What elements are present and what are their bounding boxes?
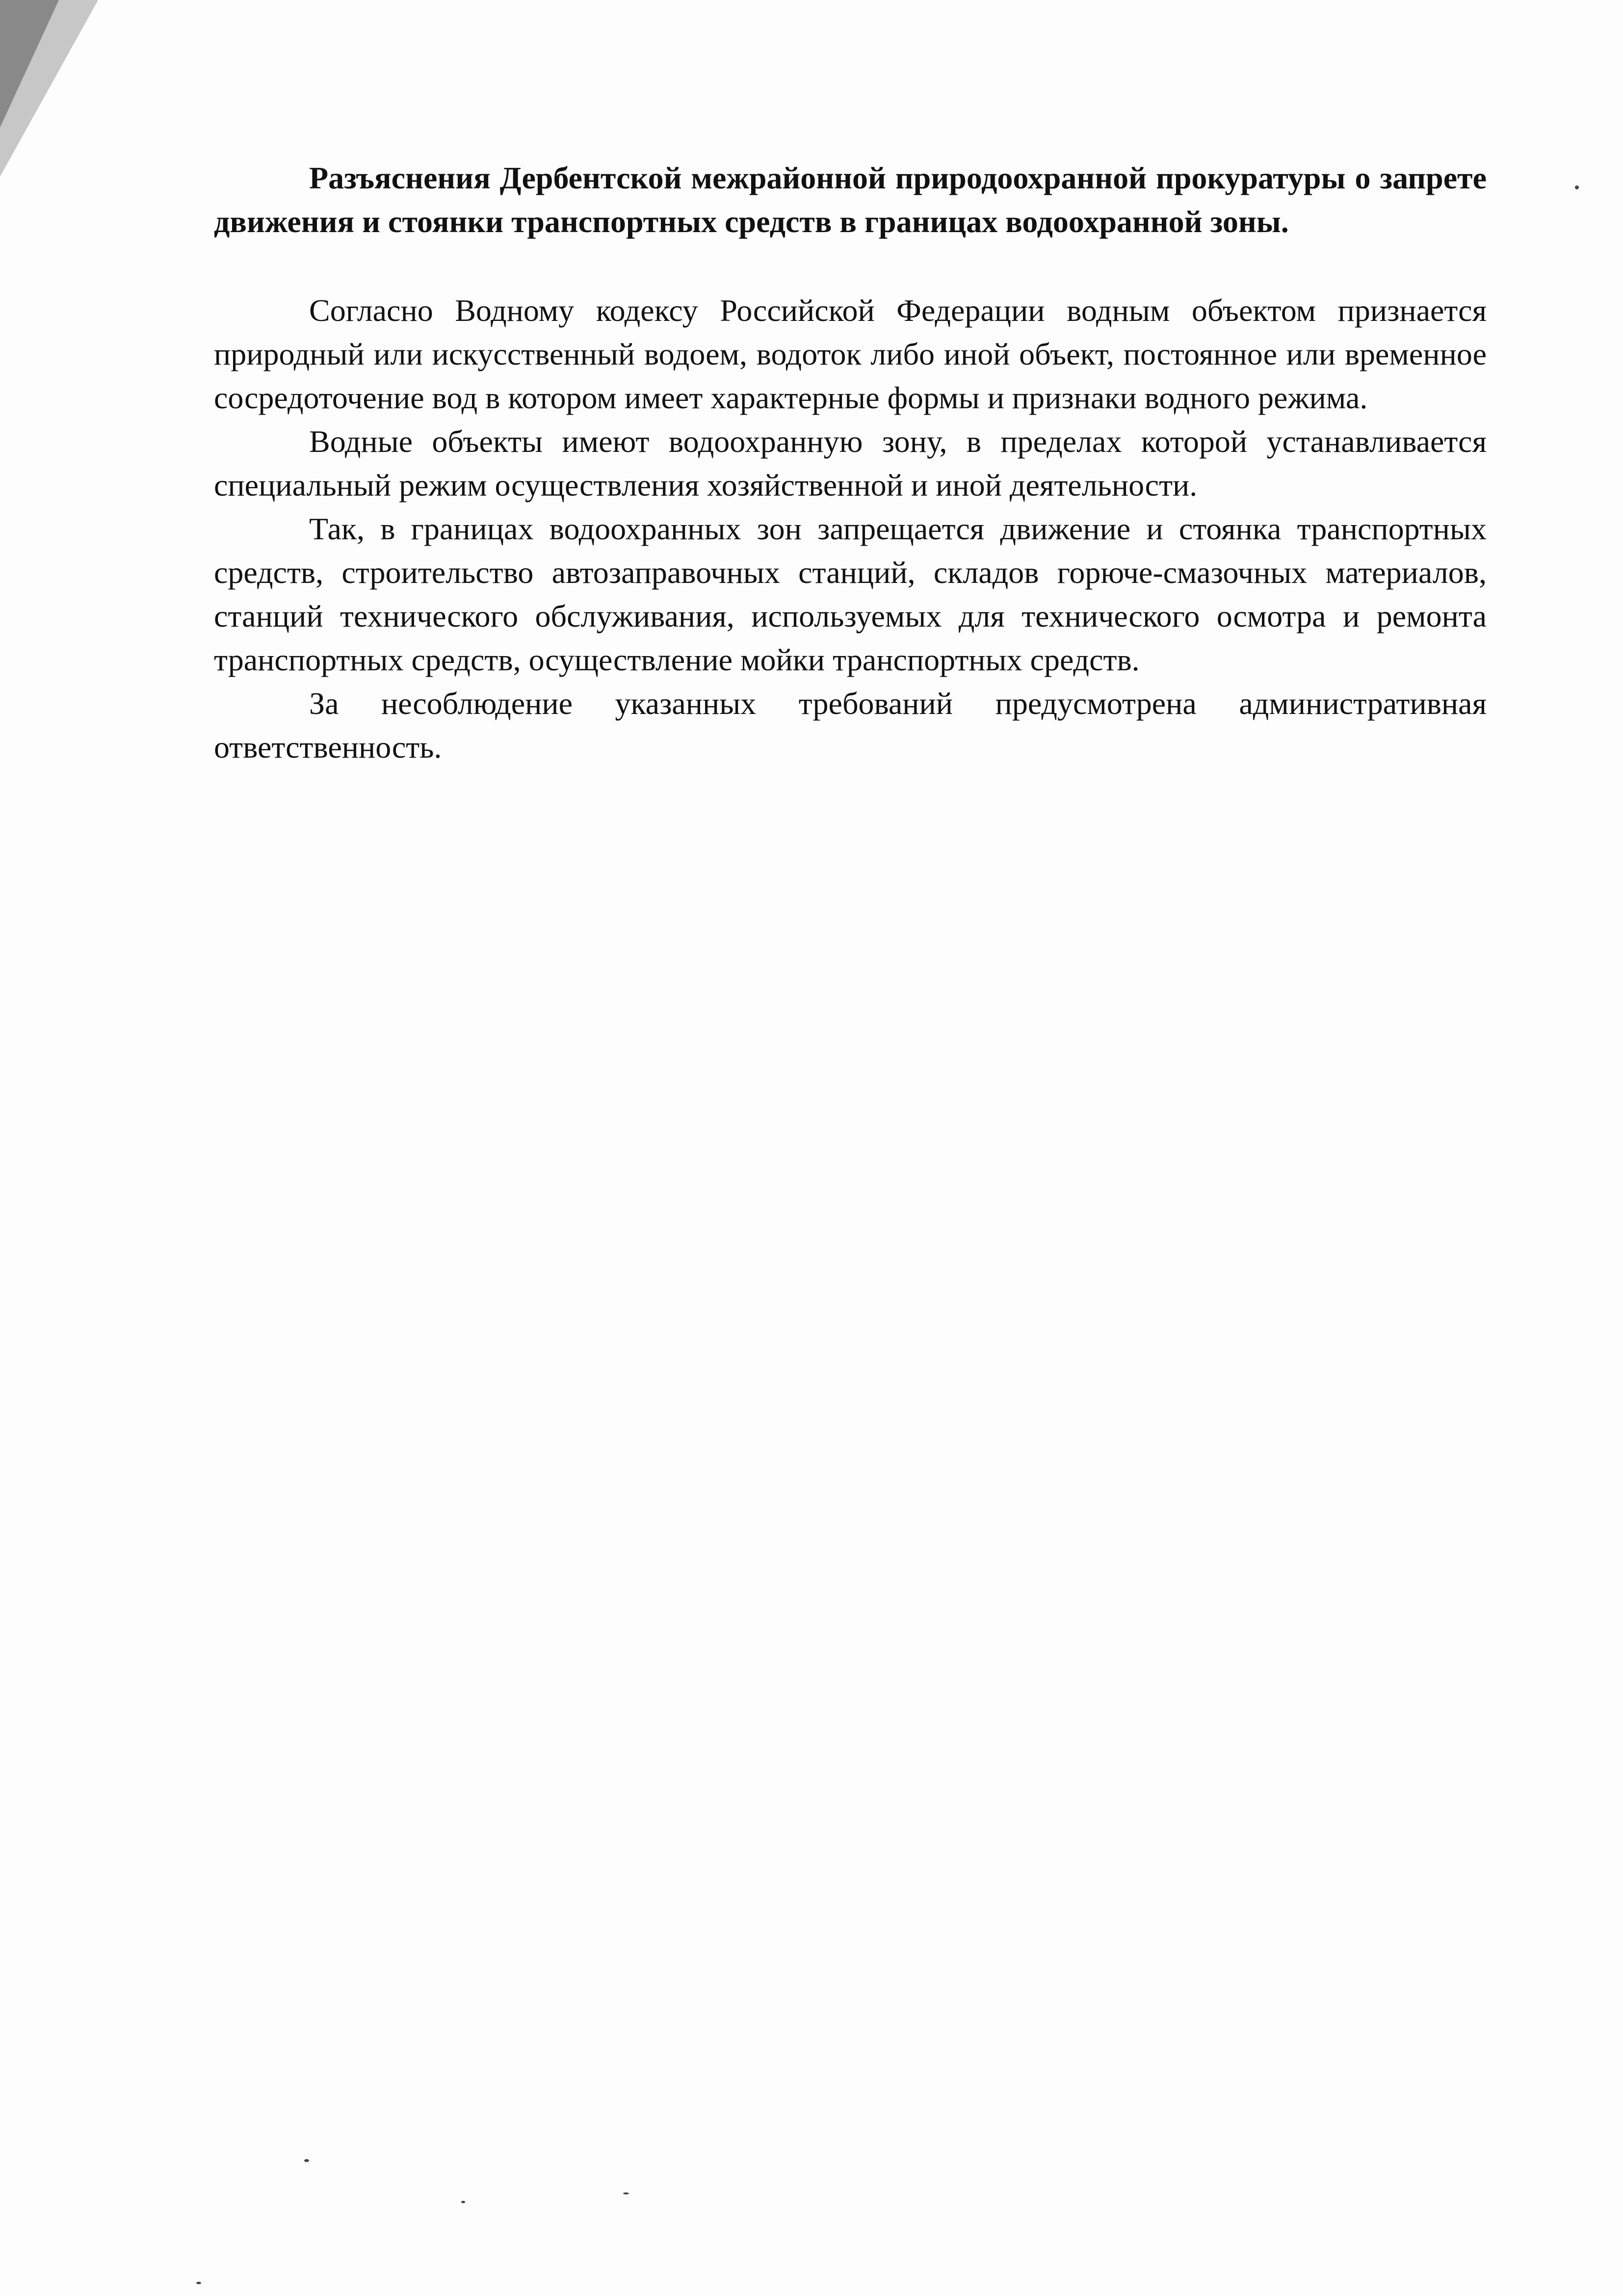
- paragraph-protection-zone: Водные объекты имеют водоохранную зону, в пределах которой устанавливается специальный режим осуществления хозяйственной и иной деятельности.: [214, 424, 1487, 502]
- page-corner-fold: [0, 0, 59, 128]
- scan-speck: [623, 2192, 629, 2194]
- paragraph-water-code: Согласно Водному кодексу Российской Федерации водным объектом признается природный или искусственный водоем, водоток либо иной объект, постоянное или временное сосредоточение вод в котором имеет характерные формы и признаки водного режима.: [214, 293, 1487, 415]
- scan-speck: [196, 2282, 201, 2284]
- scan-speck: [1575, 185, 1579, 189]
- document-title: Разъяснения Дербентской межрайонной природоохранной прокуратуры о запрете движения и стоянки транспортных средств в границах водоохранной зоны.: [214, 160, 1487, 239]
- paragraph-liability: За несоблюдение указанных требований предусмотрена административная ответственность.: [214, 686, 1487, 765]
- paragraph-prohibitions: Так, в границах водоохранных зон запрещается движение и стоянка транспортных средств, строительство автозаправочных станций, складов горюче-смазочных материалов, станций технического обслуживания, используемых для технического осмотра и ремонта транспортных средств, осуществление мойки транспортных средств.: [214, 511, 1487, 677]
- document-body: [214, 156, 1487, 769]
- scan-speck: [461, 2201, 465, 2203]
- scan-speck: [304, 2159, 309, 2162]
